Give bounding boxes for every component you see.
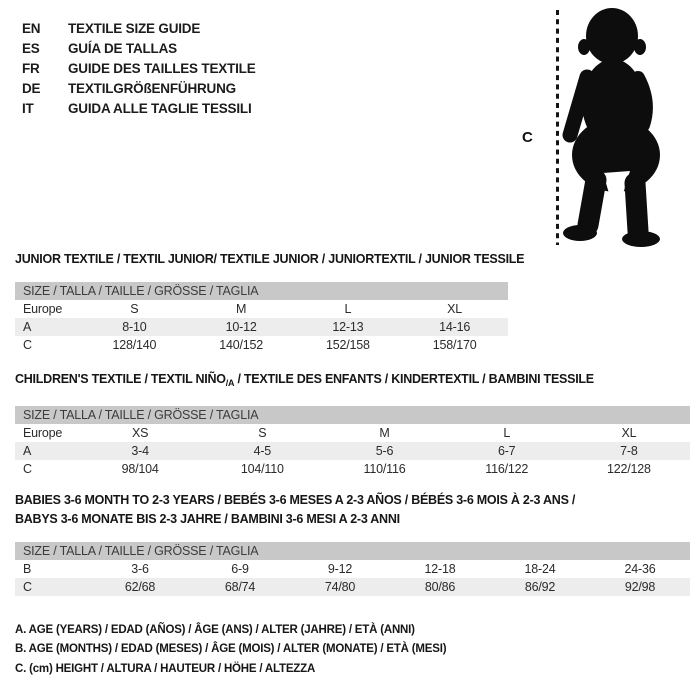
size-value: 104/110 [240,462,284,476]
size-value: 68/74 [224,580,256,594]
table-row [15,336,508,354]
size-value: 158/170 [432,338,477,352]
table-row [15,424,690,442]
footnote-legend [15,621,446,679]
language-title: TEXTILGRÖßENFÜHRUNG [68,81,236,96]
row-label: Europe [23,426,63,440]
row-label: B [23,562,32,576]
children-section-title [15,372,594,388]
size-value: 4-5 [253,444,272,458]
size-value: 12-18 [424,562,456,576]
language-row-it [22,99,256,119]
size-value: 128/140 [112,338,157,352]
size-value: 18-24 [524,562,556,576]
language-title: TEXTILE SIZE GUIDE [68,21,201,36]
size-value: 3-4 [131,444,149,458]
size-value: L [503,426,511,440]
size-value: 10-12 [225,320,257,334]
size-value: 74/80 [324,580,356,594]
footnote-height-cm: C. (cm) HEIGHT / ALTURA / HAUTEUR / HÖHE / ALTEZZA [15,662,316,675]
row-label: A [23,320,32,334]
children-title-post: / TEXTILE DES ENFANTS / KINDERTEXTIL / BAMBINI TESSILE [234,372,594,386]
size-value: 12-13 [332,320,364,334]
table-header-bar: SIZE / TALLA / TAILLE / GRÖSSE / TAGLIA [15,542,690,560]
table-row [15,300,508,318]
babies-title-line2: BABYS 3-6 MONATE BIS 2-3 JAHRE / BAMBINI 3-6 MESI A 2-3 ANNI [15,512,400,526]
language-title: GUIDE DES TAILLES TEXTILE [68,61,256,76]
row-label: C [23,580,32,594]
size-value: S [258,426,267,440]
size-value: 3-6 [131,562,149,576]
size-value: 14-16 [439,320,471,334]
size-value: 80/86 [424,580,456,594]
children-title-sub: /A [225,378,235,388]
children-title-pre: CHILDREN'S TEXTILE / TEXTIL NIÑO [15,372,226,386]
size-value: 98/104 [121,462,159,476]
language-code: ES [22,41,40,56]
language-row-es [22,39,256,59]
babies-section-title [15,491,575,529]
table-header-bar: SIZE / TALLA / TAILLE / GRÖSSE / TAGLIA [15,282,508,300]
size-value: M [379,426,390,440]
language-code: EN [22,21,41,36]
table-row [15,560,690,578]
size-value: 122/128 [607,462,651,476]
size-value: 5-6 [375,444,394,458]
row-label: A [23,444,32,458]
table-row [15,460,690,478]
size-value: 140/152 [219,338,264,352]
size-value: 6-9 [231,562,249,576]
height-measure-label: C [522,129,533,146]
junior-size-table [15,282,508,354]
size-value: M [236,302,247,316]
size-value: S [130,302,139,316]
size-value: 8-10 [122,320,147,334]
language-row-de [22,79,256,99]
row-label: C [23,338,32,352]
size-value: 110/116 [363,462,406,476]
table-row [15,442,690,460]
table-header-bar: SIZE / TALLA / TAILLE / GRÖSSE / TAGLIA [15,406,690,424]
size-value: 116/122 [485,462,529,476]
toddler-silhouette-icon [563,8,660,247]
babies-size-table [15,542,690,596]
children-size-table [15,406,690,478]
size-value: 92/98 [624,580,656,594]
babies-title-line1: BABIES 3-6 MONTH TO 2-3 YEARS / BEBÉS 3-6 MESES A 2-3 AÑOS / BÉBÉS 3-6 MOIS À 2-3 ANS / [15,493,576,507]
size-value: XL [447,302,463,316]
size-value: XS [131,426,149,440]
language-title: GUIDA ALLE TAGLIE TESSILI [68,101,252,116]
size-value: 24-36 [624,562,656,576]
language-code: IT [22,101,34,116]
table-row [15,318,508,336]
language-code: FR [22,61,40,76]
size-value: 6-7 [497,444,516,458]
row-label: C [23,462,32,476]
language-code: DE [22,81,41,96]
footnote-age-years: A. AGE (YEARS) / EDAD (AÑOS) / ÂGE (ANS) / ALTER (JAHRE) / ETÀ (ANNI) [15,624,415,636]
size-value: XL [621,426,637,440]
size-value: 62/68 [124,580,156,594]
height-measure-figure [519,5,699,250]
language-title: GUÍA DE TALLAS [68,41,177,56]
table-row [15,578,690,596]
language-row-en [22,19,256,39]
footnote-age-months: B. AGE (MONTHS) / EDAD (MESES) / ÂGE (MOIS) / ALTER (MONATE) / ETÀ (MESI) [15,643,447,656]
size-value: 9-12 [327,562,353,576]
size-value: 7-8 [620,444,638,458]
junior-section-title: JUNIOR TEXTILE / TEXTIL JUNIOR/ TEXTILE JUNIOR / JUNIORTEXTIL / JUNIOR TESSILE [15,252,525,266]
language-list [22,19,256,119]
size-value: 152/158 [325,338,370,352]
size-value: L [344,302,352,316]
row-label: Europe [23,302,63,316]
size-value: 86/92 [524,580,556,594]
language-row-fr [22,59,256,79]
